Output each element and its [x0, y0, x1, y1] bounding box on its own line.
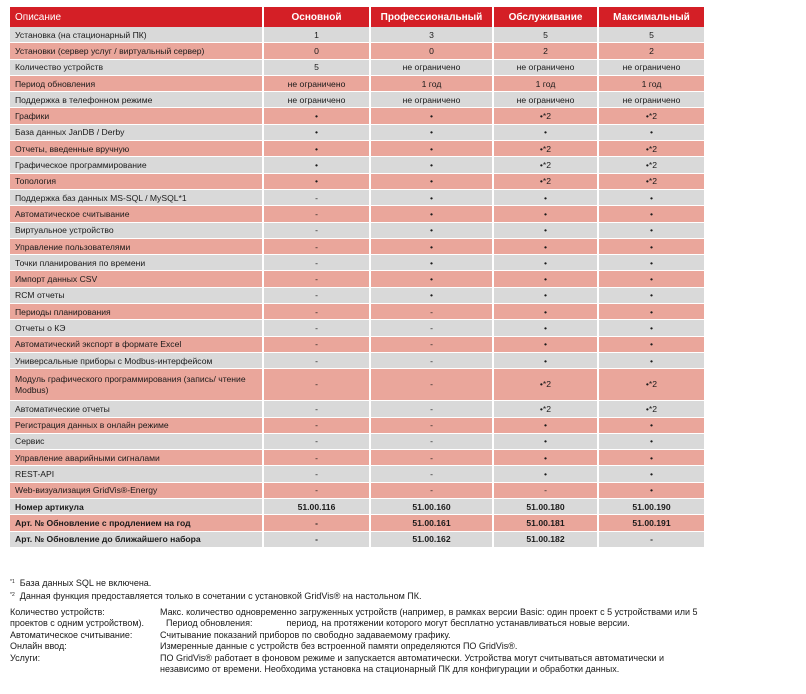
table-cell: -	[264, 466, 371, 482]
table-cell: •*2	[599, 141, 704, 157]
table-cell: •	[599, 418, 704, 434]
table-row	[10, 401, 704, 417]
table-cell: -	[264, 532, 371, 548]
table-cell: •	[599, 450, 704, 466]
row-label: REST-API	[10, 466, 264, 482]
table-row	[10, 466, 704, 482]
table-cell: -	[371, 466, 494, 482]
footnote-text: Данная функция предоставляется только в сочетании с установкой GridVis® на настольном ПК.	[19, 591, 422, 601]
table-row	[10, 418, 704, 434]
table-row	[10, 223, 704, 239]
table-cell: -	[371, 337, 494, 353]
table-row	[10, 337, 704, 353]
footnote-1	[10, 576, 422, 589]
table-cell: -	[264, 304, 371, 320]
table-cell: •*2	[494, 369, 599, 401]
row-label: Поддержка в телефонном режиме	[10, 92, 264, 108]
table-row	[10, 141, 704, 157]
table-cell: 5	[599, 27, 704, 43]
table-cell: -	[264, 271, 371, 287]
table-cell: -	[371, 418, 494, 434]
table-row	[10, 499, 704, 515]
table-row	[10, 239, 704, 255]
table-cell: •	[494, 320, 599, 336]
row-label: Модуль графического программирования (запись/ чтение Modbus)	[10, 369, 264, 401]
table-cell: не ограничено	[494, 92, 599, 108]
table-cell: -	[494, 483, 599, 499]
row-label: Автоматические отчеты	[10, 401, 264, 417]
table-cell: •*2	[599, 108, 704, 124]
table-cell: •	[494, 337, 599, 353]
definition-text: Считывание показаний приборов по свободно задаваемому графику.	[160, 629, 451, 640]
table-cell: •	[599, 466, 704, 482]
table-cell: 1	[264, 27, 371, 43]
definition-services-cont	[10, 664, 800, 675]
table-cell: -	[371, 369, 494, 401]
footnote-mark: *2	[10, 592, 15, 598]
table-cell: •	[599, 206, 704, 222]
table-row	[10, 515, 704, 531]
comparison-table-wrap	[10, 7, 704, 548]
table-cell: 0	[264, 43, 371, 59]
table-cell: 1 год	[599, 76, 704, 92]
table-row	[10, 271, 704, 287]
table-cell: -	[264, 206, 371, 222]
table-cell: •	[599, 255, 704, 271]
table-cell: •	[264, 108, 371, 124]
table-cell: 51.00.116	[264, 499, 371, 515]
table-cell: -	[264, 515, 371, 531]
row-label: Поддержка баз данных MS-SQL / MySQL*1	[10, 190, 264, 206]
row-label: Номер артикула	[10, 499, 264, 515]
row-label: Отчеты о КЭ	[10, 320, 264, 336]
table-cell: •	[264, 174, 371, 190]
row-label: Точки планирования по времени	[10, 255, 264, 271]
table-cell: •	[371, 190, 494, 206]
table-cell: •	[494, 223, 599, 239]
table-cell: 51.00.182	[494, 532, 599, 548]
row-label: Виртуальное устройство	[10, 223, 264, 239]
footnote-2	[10, 589, 422, 602]
table-cell: 2	[599, 43, 704, 59]
table-cell: 1 год	[494, 76, 599, 92]
table-cell: •	[494, 450, 599, 466]
definition-term: Услуги:	[10, 652, 41, 663]
table-cell: •	[371, 239, 494, 255]
table-cell: •	[599, 320, 704, 336]
row-label: Сервис	[10, 434, 264, 450]
table-cell: •	[599, 304, 704, 320]
table-cell: не ограничено	[264, 76, 371, 92]
table-cell: 1 год	[371, 76, 494, 92]
table-cell: -	[264, 483, 371, 499]
table-row	[10, 174, 704, 190]
table-cell: •	[371, 288, 494, 304]
table-cell: 51.00.191	[599, 515, 704, 531]
table-cell: -	[371, 434, 494, 450]
table-cell: -	[264, 190, 371, 206]
row-label: Отчеты, введенные вручную	[10, 141, 264, 157]
table-row	[10, 450, 704, 466]
table-cell: -	[371, 483, 494, 499]
table-cell: •*2	[494, 108, 599, 124]
row-label: База данных JanDB / Derby	[10, 125, 264, 141]
definitions	[10, 607, 800, 675]
table-cell: 5	[264, 60, 371, 76]
table-cell: 51.00.190	[599, 499, 704, 515]
row-label: Количество устройств	[10, 60, 264, 76]
table-cell: не ограничено	[371, 92, 494, 108]
table-cell: •	[264, 141, 371, 157]
table-cell: 51.00.180	[494, 499, 599, 515]
table-row	[10, 434, 704, 450]
footnotes	[10, 576, 422, 602]
table-header-row	[10, 7, 704, 27]
table-cell: •	[371, 108, 494, 124]
table-cell: -	[599, 532, 704, 548]
table-cell: •	[494, 418, 599, 434]
table-cell: •	[494, 125, 599, 141]
table-cell: •	[494, 271, 599, 287]
table-cell: •	[494, 190, 599, 206]
table-cell: не ограничено	[599, 60, 704, 76]
table-cell: •	[371, 125, 494, 141]
table-cell: •*2	[599, 174, 704, 190]
table-cell: не ограничено	[371, 60, 494, 76]
row-label: Периоды планирования	[10, 304, 264, 320]
table-body	[10, 27, 704, 548]
table-cell: -	[264, 353, 371, 369]
table-row	[10, 320, 704, 336]
table-row	[10, 255, 704, 271]
table-cell: •*2	[494, 141, 599, 157]
table-cell: не ограничено	[494, 60, 599, 76]
table-cell: -	[371, 320, 494, 336]
row-label: Web-визуализация GridVis®-Energy	[10, 483, 264, 499]
definition-text: проектов с одним устройством).	[10, 618, 145, 629]
table-cell: •	[494, 239, 599, 255]
table-cell: -	[264, 223, 371, 239]
table-cell: -	[264, 401, 371, 417]
definition-term: Период обновления:	[166, 618, 253, 629]
table-cell: 51.00.162	[371, 532, 494, 548]
table-cell: •	[494, 434, 599, 450]
table-cell: •	[599, 288, 704, 304]
table-cell: -	[264, 288, 371, 304]
table-row	[10, 190, 704, 206]
table-row	[10, 483, 704, 499]
row-label: Арт. № Обновление с продлением на год	[10, 515, 264, 531]
table-cell: •	[371, 141, 494, 157]
table-cell: -	[264, 434, 371, 450]
table-cell: •	[371, 255, 494, 271]
table-cell: 51.00.160	[371, 499, 494, 515]
row-label: Автоматический экспорт в формате Excel	[10, 337, 264, 353]
table-cell: •	[599, 353, 704, 369]
table-row	[10, 157, 704, 173]
definition-text: независимо от времени. Необходима установка на стационарный ПК для конфигурации и обработки данных.	[160, 664, 620, 675]
table-cell: -	[264, 239, 371, 255]
table-cell: 51.00.161	[371, 515, 494, 531]
definition-text: ПО GridVis® работает в фоновом режиме и запускается автоматически. Устройства могут считываться автоматически и	[160, 652, 665, 663]
table-cell: •*2	[494, 157, 599, 173]
definition-devices	[10, 607, 800, 618]
row-label: Управление аварийными сигналами	[10, 450, 264, 466]
definition-text: Макс. количество одновременно загруженных устройств (например, в рамках версии Basic: один проект с 5 устройствами или 5	[160, 607, 698, 617]
table-cell: -	[371, 304, 494, 320]
row-label: Графическое программирование	[10, 157, 264, 173]
row-label: Графики	[10, 108, 264, 124]
row-label: Топология	[10, 174, 264, 190]
table-cell: •	[599, 271, 704, 287]
row-label: Период обновления	[10, 76, 264, 92]
table-cell: 0	[371, 43, 494, 59]
column-professional-header: Профессиональный	[371, 7, 494, 27]
table-row	[10, 288, 704, 304]
table-cell: •	[494, 353, 599, 369]
column-basic-header: Основной	[264, 7, 371, 27]
table-cell: •*2	[599, 401, 704, 417]
definition-services	[10, 653, 800, 664]
table-cell: 3	[371, 27, 494, 43]
table-cell: 51.00.181	[494, 515, 599, 531]
definition-text: период, на протяжении которого могут бесплатно устанавливаться новые версии.	[286, 618, 630, 629]
table-cell: •*2	[599, 157, 704, 173]
definition-autoread	[10, 630, 800, 641]
edition-comparison-table	[10, 7, 704, 548]
table-cell: •	[371, 157, 494, 173]
row-label: Импорт данных CSV	[10, 271, 264, 287]
table-cell: не ограничено	[264, 92, 371, 108]
table-cell: •	[371, 223, 494, 239]
column-maximum-header: Максимальный	[599, 7, 704, 27]
row-label: Управление пользователями	[10, 239, 264, 255]
table-cell: -	[264, 369, 371, 401]
table-cell: •	[494, 466, 599, 482]
row-label: Регистрация данных в онлайн режиме	[10, 418, 264, 434]
table-cell: -	[371, 401, 494, 417]
table-cell: •*2	[494, 174, 599, 190]
table-row	[10, 76, 704, 92]
row-label: Установка (на стационарный ПК)	[10, 27, 264, 43]
table-row	[10, 206, 704, 222]
table-cell: -	[264, 418, 371, 434]
row-label: Установки (сервер услуг / виртуальный сервер)	[10, 43, 264, 59]
table-cell: -	[264, 320, 371, 336]
table-cell: •*2	[599, 369, 704, 401]
row-label: Автоматическое считывание	[10, 206, 264, 222]
table-cell: не ограничено	[599, 92, 704, 108]
footnote-text: База данных SQL не включена.	[19, 578, 152, 588]
table-cell: •	[599, 239, 704, 255]
table-cell: -	[264, 337, 371, 353]
table-row	[10, 304, 704, 320]
row-label: RCM отчеты	[10, 288, 264, 304]
table-row	[10, 353, 704, 369]
table-cell: 2	[494, 43, 599, 59]
table-row	[10, 27, 704, 43]
table-cell: •	[599, 223, 704, 239]
table-cell: •	[371, 206, 494, 222]
definition-term: Количество устройств:	[10, 607, 105, 617]
table-cell: •	[599, 190, 704, 206]
table-cell: -	[371, 450, 494, 466]
definition-devices-cont	[10, 618, 800, 629]
table-cell: •	[599, 483, 704, 499]
table-row	[10, 108, 704, 124]
definition-term: Автоматическое считывание:	[10, 629, 133, 640]
column-description-header: Описание	[10, 7, 264, 27]
table-cell: •	[371, 174, 494, 190]
table-cell: •	[494, 304, 599, 320]
table-cell: •	[371, 271, 494, 287]
footnote-mark: *1	[10, 579, 15, 585]
table-row	[10, 369, 704, 401]
table-cell: •	[599, 434, 704, 450]
definition-term: Онлайн ввод:	[10, 641, 67, 652]
table-cell: •*2	[494, 401, 599, 417]
table-cell: •	[494, 288, 599, 304]
table-cell: 5	[494, 27, 599, 43]
table-row	[10, 60, 704, 76]
table-cell: •	[494, 255, 599, 271]
definition-text: Измеренные данные с устройств без встроенной памяти определяются ПО GridVis®.	[160, 641, 518, 652]
table-cell: •	[599, 337, 704, 353]
table-cell: -	[264, 450, 371, 466]
table-cell: •	[494, 206, 599, 222]
definition-online	[10, 641, 800, 652]
table-cell: •	[599, 125, 704, 141]
table-cell: •	[264, 125, 371, 141]
table-row	[10, 92, 704, 108]
table-row	[10, 43, 704, 59]
table-cell: -	[371, 353, 494, 369]
row-label: Универсальные приборы с Modbus-интерфейсом	[10, 353, 264, 369]
table-row	[10, 125, 704, 141]
table-row	[10, 532, 704, 548]
table-cell: -	[264, 255, 371, 271]
table-cell: •	[264, 157, 371, 173]
column-service-header: Обслуживание	[494, 7, 599, 27]
row-label: Арт. № Обновление до ближайшего набора	[10, 532, 264, 548]
